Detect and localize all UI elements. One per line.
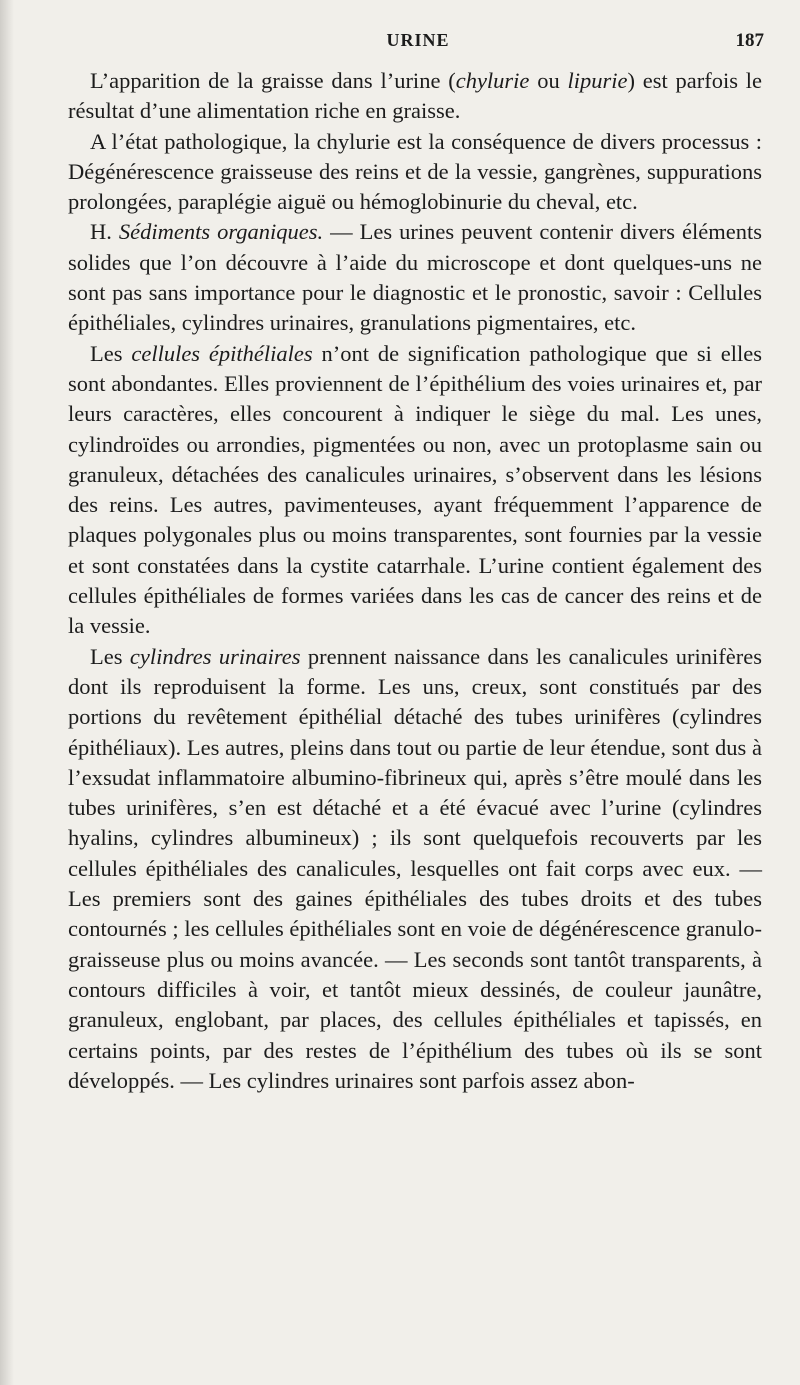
running-head: URINE <box>386 30 450 50</box>
text-run: n’ont de signification pathologique que si elles sont abondantes. Elles proviennent de l’épithélium des voies urinaires et, par leurs caractères, elles concourent à indiquer le siège du mal. Les unes, cylindroïdes ou arrondies, pigmentées ou non, avec un protoplasme sain ou granuleux, détachées des canalicules urinaires, s’observent dans les lésions des reins. Les autres, pavimenteuses, ayant fréquemment l’apparence de plaques polygonales plus ou moins transparentes, sont fournies par la vessie et sont constatées dans la cystite catarrhale. L’urine contient également des cellules épithéliales de formes variées dans les cas de cancer des reins et de la vessie. <box>68 340 762 639</box>
text-run: — Les urines peuvent contenir divers éléments solides que l’on découvre à l’aide du microscope et dont quelques-uns ne sont pas sans importance pour le diagnostic et le pronostic, savoir : Cellules épithéliales, cylindres urinaires, granulations pigmentaires, etc. <box>68 219 763 336</box>
page-edge-shadow <box>0 0 14 1385</box>
text-run: prennent naissance dans les canalicules urinifères dont ils reproduisent la forme. Les uns, creux, sont constitués par des portions du revêtement épithélial détaché des tubes urinifères (cylindres épithéliaux). Les autres, pleins dans tout ou partie de leur étendue, sont dus à l’exsudat inflammatoire albumino-fibrineux qui, après s’être moulé dans les tubes urinifères, s’en est détaché et a été évacué avec l’urine (cylindres hyalins, cylindres albumineux) ; ils sont quelquefois recouverts par les cellules épithéliales des canalicules, lesquelles ont fait corps avec eux. — Les premiers sont des gaines épithéliales des tubes droits et des tubes contournés ; les cellules épithéliales sont en voie de dégénérescence granulo-graisseuse plus ou moins avancée. — Les seconds sont tantôt transparents, à contours difficiles à voir, et tantôt mieux dessinés, de couleur jaunâtre, granuleux, englobant, par places, des cellules épithéliales et tapissés, en certains points, par des restes de l’épithélium des tubes où ils se sont développés. — Les cylindres urinaires sont parfois assez abon- <box>68 643 762 1093</box>
italic-term: lipurie <box>567 68 628 93</box>
text-run: ) est parfois le résultat d’une alimentation riche en graisse. <box>68 68 762 124</box>
italic-term: cellules épithéliales <box>131 340 313 366</box>
text-run: Les <box>90 340 132 366</box>
text-run: H. <box>90 219 119 245</box>
page-number: 187 <box>735 30 764 51</box>
paragraph <box>68 127 762 218</box>
paragraph <box>68 642 762 1096</box>
text-run: A l’état pathologique, la chylurie est la conséquence de divers processus : Dégénérescence graisseuse des reins et de la vessie, gangrènes, suppurations prolongées, paraplégie aiguë ou hémoglobinurie du cheval, etc. <box>68 128 762 215</box>
text-run: ou <box>529 68 568 93</box>
text-run: Les <box>90 643 130 669</box>
italic-term: cylindres urinaires <box>129 643 301 669</box>
paragraph <box>68 217 762 338</box>
paragraph <box>68 339 762 642</box>
text-run: L’apparition de la graisse dans l’urine ( <box>90 68 456 93</box>
italic-term: chylurie <box>455 68 530 93</box>
page-header <box>72 30 764 60</box>
paragraph <box>68 66 762 127</box>
body-text <box>68 66 762 1096</box>
italic-term: Sédiments organiques. <box>118 219 324 245</box>
